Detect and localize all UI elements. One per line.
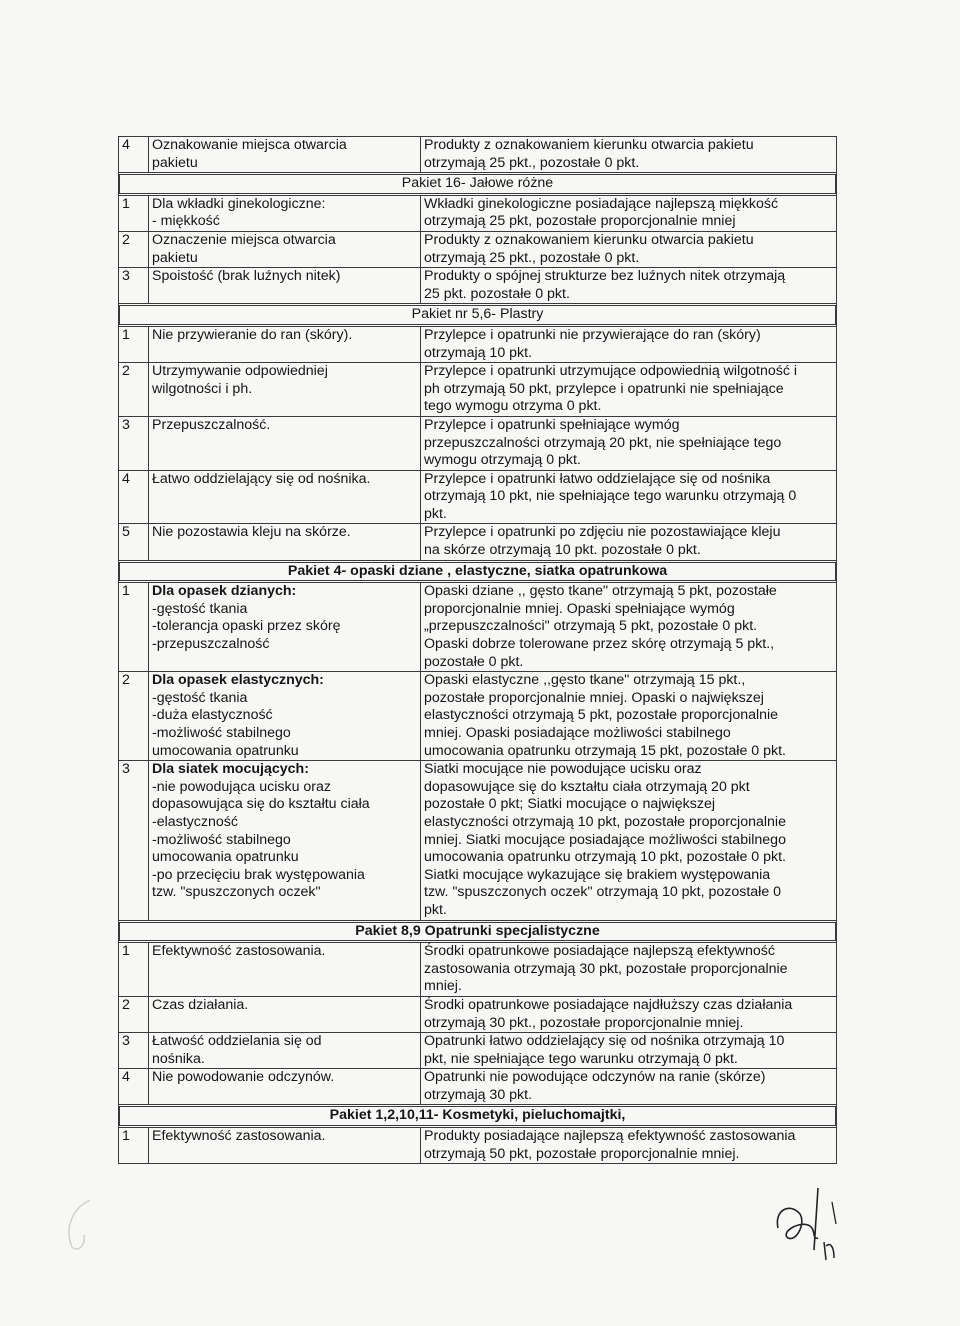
criterion-line: Nie powodowanie odczynów. [152, 1069, 335, 1086]
criterion-name [149, 1033, 421, 1069]
scoring-line: otrzymają 10 pkt. [424, 344, 533, 361]
criterion-name [149, 326, 421, 362]
scoring-line: elastyczności otrzymają 10 pkt, pozostałe proporcjonalnie [424, 813, 786, 830]
criterion-row [119, 195, 837, 231]
package-header-row [119, 1105, 837, 1128]
scoring-line: tego wymogu otrzyma 0 pkt. [424, 398, 602, 415]
scoring-description [421, 1033, 837, 1069]
scoring-line: na skórze otrzymają 10 pkt. pozostałe 0 pkt. [424, 542, 701, 559]
package-header-title: Pakiet 8,9 Opatrunki specjalistyczne [119, 922, 836, 942]
scoring-line: mniej. Opaski posiadające możliwości stabilnego [424, 725, 731, 741]
criterion-line: Przepuszczalność. [152, 416, 271, 433]
package-header-row [119, 920, 837, 943]
scoring-line: Produkty posiadające najlepszą efektywność zastosowania [424, 1128, 796, 1145]
criterion-line: dopasowująca się do kształtu ciała [152, 796, 370, 813]
criterion-name [149, 1069, 421, 1105]
scoring-line: tzw. "spuszczonych oczek" otrzymają 10 pkt, pozostałe 0 [424, 884, 782, 901]
criterion-number: 3 [119, 761, 149, 920]
criterion-row [119, 943, 837, 997]
criterion-line: Łatwo oddzielający się od nośnika. [152, 470, 371, 487]
criterion-row [119, 1069, 837, 1105]
scoring-line: przepuszczalności otrzymają 20 pkt, nie spełniające tego [424, 434, 782, 451]
scoring-line: Produkty o spójnej strukturze bez luźnych nitek otrzymają [424, 268, 786, 285]
scoring-line: mniej. Siatki mocujące posiadające możliwości stabilnego [424, 831, 786, 848]
criterion-number: 2 [119, 363, 149, 417]
scoring-description [421, 1128, 837, 1164]
criterion-number: 3 [119, 416, 149, 470]
scoring-line: wymogu otrzymają 0 pkt. [424, 452, 581, 469]
criterion-row [119, 470, 837, 524]
criterion-line: Nie przywieranie do ran (skóry). [152, 326, 353, 343]
scoring-description [421, 470, 837, 524]
criterion-number: 1 [119, 1128, 149, 1164]
scoring-line: pkt, nie spełniające tego warunku otrzymają 0 pkt. [424, 1050, 738, 1067]
criterion-line: -przepuszczalność [152, 636, 270, 653]
criterion-row [119, 231, 837, 267]
scoring-line: Środki opatrunkowe posiadające najdłuższy czas działania [424, 996, 793, 1013]
criterion-row [119, 996, 837, 1032]
criterion-number: 3 [119, 1033, 149, 1069]
criterion-number: 2 [119, 231, 149, 267]
scoring-description [421, 231, 837, 267]
criterion-heading: Dla opasek dzianych: [152, 583, 297, 600]
scoring-line: otrzymają 30 pkt., pozostałe proporcjonalnie mniej. [424, 1014, 744, 1031]
criterion-row [119, 524, 837, 560]
criterion-line: Spoistość (brak luźnych nitek) [152, 268, 341, 285]
faint-pencil-mark-icon [60, 1195, 100, 1255]
criterion-line: Czas działania. [152, 996, 249, 1013]
scoring-line: „przepuszczalności" otrzymają 5 pkt, pozostałe 0 pkt. [424, 618, 758, 635]
criterion-line: -nie powodująca ucisku oraz [152, 778, 332, 795]
package-header-title: Pakiet 4- opaski dziane , elastyczne, siatka opatrunkowa [119, 562, 836, 582]
criterion-line: -możliwość stabilnego [152, 725, 291, 741]
criterion-row [119, 761, 837, 920]
scoring-line: Produkty z oznakowaniem kierunku otwarcia pakietu [424, 137, 754, 153]
criterion-name [149, 231, 421, 267]
criterion-heading: Dla opasek elastycznych: [152, 672, 324, 689]
criterion-number: 4 [119, 1069, 149, 1105]
criterion-name [149, 470, 421, 524]
scoring-line: otrzymają 25 pkt., pozostałe 0 pkt. [424, 249, 640, 266]
scoring-line: Opatrunki łatwo oddzielający się od nośnika otrzymają 10 [424, 1033, 785, 1050]
criterion-line: -możliwość stabilnego [152, 831, 291, 848]
scoring-description [421, 943, 837, 997]
criterion-name [149, 583, 421, 672]
criterion-number: 4 [119, 470, 149, 524]
criterion-line: pakietu [152, 154, 198, 171]
scoring-line: 25 pkt. pozostałe 0 pkt. [424, 285, 570, 302]
criterion-row [119, 1128, 837, 1164]
package-header-row [119, 173, 837, 196]
scoring-line: umocowania opatrunku otrzymają 10 pkt, pozostałe 0 pkt. [424, 849, 786, 866]
criterion-line: Dla wkładki ginekologiczne: [152, 195, 326, 212]
criterion-row [119, 416, 837, 470]
scoring-line: pozostałe 0 pkt; Siatki mocujące o największej [424, 796, 715, 813]
scoring-line: Przylepce i opatrunki po zdjęciu nie pozostawiające kleju [424, 524, 781, 541]
criterion-row [119, 326, 837, 362]
criterion-line: -gęstość tkania [152, 600, 248, 617]
criterion-number: 4 [119, 137, 149, 173]
criterion-name [149, 943, 421, 997]
criterion-name [149, 137, 421, 173]
scoring-line: otrzymają 50 pkt, pozostałe proporcjonalnie mniej. [424, 1145, 740, 1162]
criterion-line: umocowania opatrunku [152, 849, 299, 866]
scoring-description [421, 583, 837, 672]
scoring-line: pozostałe 0 pkt. [424, 653, 524, 670]
criterion-row [119, 268, 837, 304]
criterion-name [149, 761, 421, 920]
scoring-line: Siatki mocujące wykazujące się brakiem występowania [424, 866, 771, 883]
handwritten-signature-icon [770, 1180, 850, 1270]
scoring-line: otrzymają 10 pkt, nie spełniające tego warunku otrzymają 0 [424, 488, 797, 505]
criterion-line: Utrzymywanie odpowiedniej [152, 363, 328, 380]
criterion-number: 2 [119, 672, 149, 761]
criterion-row [119, 583, 837, 672]
scoring-description [421, 195, 837, 231]
scoring-line: Siatki mocujące nie powodujące ucisku oraz [424, 761, 702, 778]
scoring-line: ph otrzymają 50 pkt, przylepce i opatrunki nie spełniające [424, 380, 784, 397]
scoring-description [421, 137, 837, 173]
package-header-row [119, 560, 837, 583]
scoring-description [421, 326, 837, 362]
scoring-description [421, 268, 837, 304]
criterion-line: Efektywność zastosowania. [152, 1128, 326, 1145]
criterion-line: -elastyczność [152, 813, 238, 830]
scoring-line: Produkty z oznakowaniem kierunku otwarcia pakietu [424, 231, 754, 248]
criterion-line: -duża elastyczność [152, 707, 273, 724]
scoring-line: pkt. [424, 901, 447, 918]
criterion-line: pakietu [152, 249, 198, 266]
scoring-line: dopasowujące się do kształtu ciała otrzymają 20 pkt [424, 778, 750, 795]
criterion-number: 2 [119, 996, 149, 1032]
scoring-description [421, 524, 837, 560]
criterion-number: 1 [119, 583, 149, 672]
criterion-name [149, 996, 421, 1032]
scoring-line: Opaski elastyczne ,,gęsto tkane" otrzymają 15 pkt., [424, 672, 746, 689]
criterion-name [149, 416, 421, 470]
scoring-description [421, 996, 837, 1032]
criterion-line: -tolerancja opaski przez skórę [152, 618, 341, 635]
criterion-row [119, 1033, 837, 1069]
criterion-line: Efektywność zastosowania. [152, 943, 326, 960]
criterion-line: nośnika. [152, 1050, 205, 1067]
criterion-line: tzw. "spuszczonych oczek" [152, 884, 321, 901]
scoring-line: elastyczności otrzymają 5 pkt, pozostałe proporcjonalnie [424, 707, 779, 724]
package-header-row [119, 304, 837, 327]
scoring-description [421, 1069, 837, 1105]
criterion-row [119, 363, 837, 417]
scoring-line: Przylepce i opatrunki łatwo oddzielające się od nośnika [424, 470, 771, 487]
scoring-line: Opaski dobrze tolerowane przez skórę otrzymają 5 pkt., [424, 636, 775, 653]
criterion-line: -gęstość tkania [152, 689, 248, 706]
scoring-criteria-table [118, 136, 837, 1164]
criterion-number: 5 [119, 524, 149, 560]
scoring-line: Opatrunki nie powodujące odczynów na ranie (skórze) [424, 1069, 766, 1086]
criterion-line: Oznaczenie miejsca otwarcia [152, 231, 336, 248]
scoring-description [421, 416, 837, 470]
criterion-number: 1 [119, 326, 149, 362]
scoring-line: Przylepce i opatrunki spełniające wymóg [424, 416, 680, 433]
scoring-description [421, 363, 837, 417]
criterion-line: Łatwość oddzielania się od [152, 1033, 322, 1050]
scoring-line: Środki opatrunkowe posiadające najlepszą efektywność [424, 943, 775, 960]
scoring-line: Wkładki ginekologiczne posiadające najlepszą miękkość [424, 195, 779, 212]
package-header-title: Pakiet 16- Jałowe różne [119, 174, 836, 194]
criterion-heading: Dla siatek mocujących: [152, 761, 309, 778]
criterion-line: - miękkość [152, 213, 220, 230]
scoring-line: otrzymają 25 pkt, pozostałe proporcjonalnie mniej [424, 213, 736, 230]
scoring-description [421, 672, 837, 761]
scoring-line: pozostałe proporcjonalnie mniej. Opaski o największej [424, 689, 764, 706]
scoring-line: pkt. [424, 505, 447, 522]
criterion-row [119, 137, 837, 173]
criterion-name [149, 363, 421, 417]
criterion-number: 1 [119, 943, 149, 997]
criterion-line: -po przecięciu brak występowania [152, 866, 365, 883]
scoring-line: zastosowania otrzymają 30 pkt, pozostałe proporcjonalnie [424, 960, 788, 977]
scoring-line: otrzymają 30 pkt. [424, 1086, 533, 1103]
package-header-title: Pakiet nr 5,6- Plastry [119, 305, 836, 325]
scoring-line: mniej. [424, 978, 462, 995]
package-header-title: Pakiet 1,2,10,11- Kosmetyki, pieluchomajtki, [119, 1106, 836, 1126]
scoring-line: Przylepce i opatrunki nie przywierające do ran (skóry) [424, 326, 761, 343]
scoring-line: umocowania opatrunku otrzymają 15 pkt, pozostałe 0 pkt. [424, 742, 786, 759]
scoring-line: proporcjonalnie mniej. Opaski spełniające wymóg [424, 600, 735, 617]
scoring-line: otrzymają 25 pkt., pozostałe 0 pkt. [424, 154, 640, 171]
criterion-name [149, 524, 421, 560]
scoring-description [421, 761, 837, 920]
criterion-name [149, 268, 421, 304]
criterion-row [119, 672, 837, 761]
scoring-line: Opaski dziane ,, gęsto tkane" otrzymają 5 pkt, pozostałe [424, 583, 777, 600]
criterion-line: Oznakowanie miejsca otwarcia [152, 137, 347, 153]
criterion-name [149, 195, 421, 231]
criterion-name [149, 1128, 421, 1164]
criterion-line: wilgotności i ph. [152, 380, 253, 397]
criterion-number: 1 [119, 195, 149, 231]
criterion-line: Nie pozostawia kleju na skórze. [152, 524, 351, 541]
scoring-line: Przylepce i opatrunki utrzymujące odpowiednią wilgotność i [424, 363, 798, 380]
criterion-name [149, 672, 421, 761]
criterion-line: umocowania opatrunku [152, 742, 299, 759]
criterion-number: 3 [119, 268, 149, 304]
